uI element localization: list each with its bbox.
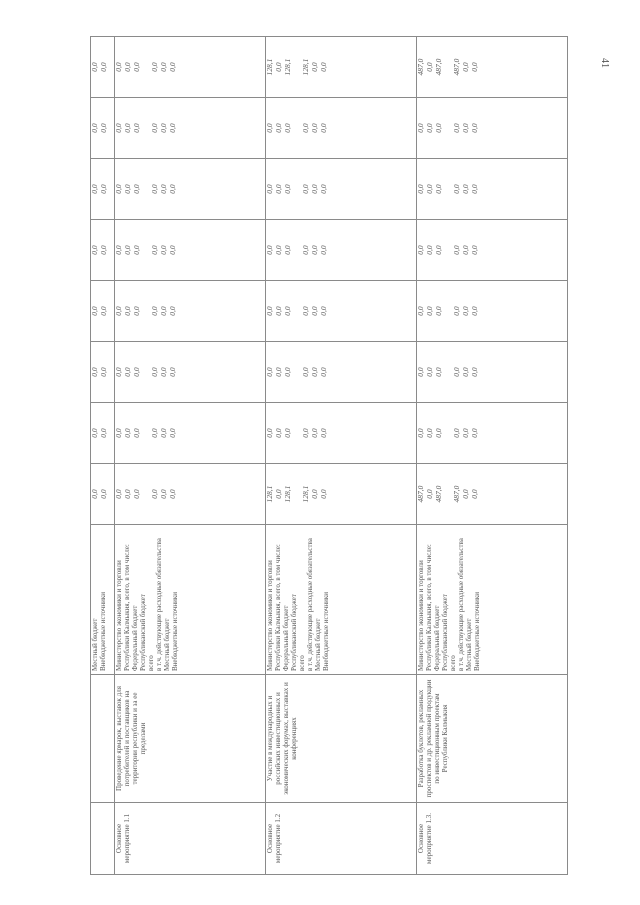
value-line: 0,0	[470, 306, 480, 316]
value-cell	[417, 403, 568, 464]
value-line: 0,0	[434, 245, 444, 255]
value-line: 0,0	[159, 123, 169, 133]
value-line: 0,0	[274, 184, 284, 194]
value-line: 0,0	[319, 62, 329, 72]
rotated-table-container	[90, 37, 568, 875]
funding-source-cell	[417, 525, 568, 675]
value-line: 487,0	[416, 485, 426, 503]
value-line: 0,0	[159, 428, 169, 438]
value-line: 0,0	[301, 245, 311, 255]
value-cell	[91, 37, 115, 98]
value-line: 0,0	[461, 184, 471, 194]
value-cell	[91, 403, 115, 464]
value-cell	[91, 159, 115, 220]
table-row	[115, 37, 266, 875]
value-line: 0,0	[274, 245, 284, 255]
value-line: 0,0	[90, 184, 99, 194]
value-line: 0,0	[265, 123, 275, 133]
value-line: 0,0	[168, 62, 178, 72]
value-line: 0,0	[434, 184, 444, 194]
value-line: 0,0	[168, 428, 178, 438]
value-line: 0,0	[114, 306, 124, 316]
value-line: 0,0	[123, 489, 133, 499]
funding-source-label: всего	[298, 655, 307, 671]
value-line: 128,1	[265, 58, 275, 76]
activity-name-cell: Проведение ярмарок, выставок для потребителей и поставщиков на территории республики и за ее пределами	[115, 675, 266, 803]
funding-source-label: Местный бюджет	[314, 618, 323, 671]
value-line: 0,0	[114, 489, 124, 499]
value-line: 0,0	[99, 367, 108, 377]
value-line: 0,0	[90, 245, 99, 255]
value-line: 0,0	[319, 184, 329, 194]
value-line: 0,0	[159, 184, 169, 194]
value-line: 0,0	[168, 367, 178, 377]
value-line: 0,0	[470, 428, 480, 438]
value-line: 0,0	[114, 184, 124, 194]
value-line: 0,0	[461, 123, 471, 133]
value-cell	[91, 220, 115, 281]
value-line: 0,0	[168, 184, 178, 194]
value-line: 0,0	[90, 367, 99, 377]
value-line: 0,0	[283, 306, 293, 316]
value-cell	[266, 281, 417, 342]
activity-type-cell: Основное мероприятие 1.3.	[417, 803, 568, 875]
value-line: 0,0	[90, 489, 99, 499]
value-line: 0,0	[274, 489, 284, 499]
value-cell	[266, 220, 417, 281]
value-line: 0,0	[461, 489, 471, 499]
value-line: 0,0	[434, 367, 444, 377]
value-line: 0,0	[425, 306, 435, 316]
value-line: 0,0	[114, 367, 124, 377]
value-line: 0,0	[470, 62, 480, 72]
activity-name-cell: Участие в международных и российских инвестиционных и экономических форумах, выставках и конференциях	[266, 675, 417, 803]
funding-source-label: Министерство экономики и торговли Республики Калмыкия, всего, в том числе:	[115, 544, 132, 671]
table-body	[91, 37, 568, 875]
value-line: 0,0	[123, 184, 133, 194]
funding-source-label: Республиканский бюджет	[290, 594, 299, 671]
value-line: 487,0	[452, 58, 462, 76]
value-cell	[417, 342, 568, 403]
funding-source-label: Внебюджетные источники	[171, 591, 180, 671]
value-cell	[115, 403, 266, 464]
value-line: 0,0	[319, 428, 329, 438]
value-line: 0,0	[283, 245, 293, 255]
value-line: 128,1	[265, 485, 275, 503]
value-line: 0,0	[319, 245, 329, 255]
activity-type-cell: Основное мероприятие 1.2	[266, 803, 417, 875]
value-line: 0,0	[283, 184, 293, 194]
budget-table	[90, 36, 568, 875]
value-line: 0,0	[461, 428, 471, 438]
value-line: 0,0	[425, 62, 435, 72]
value-line: 0,0	[416, 306, 426, 316]
value-line: 0,0	[123, 123, 133, 133]
table-row	[417, 37, 568, 875]
value-line: 0,0	[319, 367, 329, 377]
value-line: 0,0	[416, 245, 426, 255]
value-line: 0,0	[470, 367, 480, 377]
funding-source-label: Министерство экономики и торговли Республики Калмыкия, всего, в том числе:	[266, 544, 283, 671]
value-cell	[91, 464, 115, 525]
value-line: 0,0	[168, 245, 178, 255]
value-line: 0,0	[461, 367, 471, 377]
value-line: 0,0	[150, 306, 160, 316]
value-line: 487,0	[434, 485, 444, 503]
value-line: 0,0	[132, 428, 142, 438]
value-line: 487,0	[452, 485, 462, 503]
value-cell	[115, 98, 266, 159]
value-line: 0,0	[310, 123, 320, 133]
funding-source-label: Министерство экономики и торговли Республики Калмыкия, всего, в том числе:	[417, 544, 434, 671]
value-cell	[266, 159, 417, 220]
value-line: 0,0	[319, 489, 329, 499]
value-line: 0,0	[99, 184, 108, 194]
value-line: 0,0	[434, 428, 444, 438]
value-line: 0,0	[114, 62, 124, 72]
value-cell	[417, 98, 568, 159]
value-line: 0,0	[470, 489, 480, 499]
value-line: 128,1	[301, 58, 311, 76]
value-cell	[266, 342, 417, 403]
value-line: 0,0	[150, 184, 160, 194]
value-line: 0,0	[416, 184, 426, 194]
funding-source-label: Местный бюджет	[91, 618, 99, 671]
value-line: 0,0	[425, 367, 435, 377]
value-line: 0,0	[301, 306, 311, 316]
value-line: 0,0	[470, 245, 480, 255]
value-line: 0,0	[452, 428, 462, 438]
value-cell	[115, 37, 266, 98]
value-line: 0,0	[434, 306, 444, 316]
funding-source-label: Внебюджетные источники	[322, 591, 331, 671]
value-line: 487,0	[434, 58, 444, 76]
value-line: 0,0	[114, 245, 124, 255]
value-line: 0,0	[159, 367, 169, 377]
value-line: 0,0	[99, 123, 108, 133]
value-line: 0,0	[159, 245, 169, 255]
value-line: 0,0	[301, 184, 311, 194]
value-line: 0,0	[265, 306, 275, 316]
activity-type-cell	[91, 803, 115, 875]
value-cell	[417, 159, 568, 220]
value-line: 0,0	[301, 123, 311, 133]
value-cell	[91, 342, 115, 403]
value-cell	[417, 220, 568, 281]
value-line: 0,0	[123, 306, 133, 316]
value-line: 0,0	[99, 428, 108, 438]
value-cell	[266, 464, 417, 525]
value-line: 0,0	[168, 306, 178, 316]
value-line: 0,0	[470, 184, 480, 194]
activity-name-cell: Разработка буклетов, рекламных проспектов и др. рекламной продукции по инвестиционным проектам Республики Калмыкия	[417, 675, 568, 803]
value-line: 0,0	[90, 62, 99, 72]
value-line: 0,0	[265, 428, 275, 438]
value-line: 0,0	[159, 306, 169, 316]
value-cell	[266, 403, 417, 464]
value-line: 0,0	[265, 245, 275, 255]
value-line: 0,0	[416, 428, 426, 438]
value-line: 0,0	[310, 184, 320, 194]
value-line: 0,0	[301, 428, 311, 438]
value-line: 0,0	[470, 123, 480, 133]
value-line: 0,0	[132, 245, 142, 255]
value-cell	[91, 281, 115, 342]
value-line: 128,1	[301, 485, 311, 503]
funding-source-label: Федеральный бюджет	[433, 605, 442, 671]
value-line: 0,0	[159, 489, 169, 499]
value-line: 0,0	[99, 306, 108, 316]
value-line: 0,0	[319, 123, 329, 133]
value-line: 0,0	[425, 245, 435, 255]
value-line: 0,0	[461, 62, 471, 72]
table-row	[91, 37, 115, 875]
value-cell	[115, 464, 266, 525]
value-line: 0,0	[274, 123, 284, 133]
value-line: 0,0	[425, 489, 435, 499]
value-line: 0,0	[274, 428, 284, 438]
funding-source-cell	[115, 525, 266, 675]
value-line: 0,0	[452, 306, 462, 316]
value-line: 0,0	[310, 245, 320, 255]
value-cell	[115, 342, 266, 403]
value-line: 0,0	[310, 306, 320, 316]
funding-source-label: Республиканский бюджет	[139, 594, 148, 671]
table-row	[266, 37, 417, 875]
value-line: 0,0	[310, 62, 320, 72]
value-line: 0,0	[132, 367, 142, 377]
value-line: 0,0	[90, 428, 99, 438]
value-line: 0,0	[123, 428, 133, 438]
value-line: 0,0	[132, 489, 142, 499]
value-cell	[417, 37, 568, 98]
value-line: 0,0	[310, 367, 320, 377]
funding-source-label: Местный бюджет	[465, 618, 474, 671]
value-line: 0,0	[99, 489, 108, 499]
value-line: 0,0	[132, 306, 142, 316]
value-line: 0,0	[319, 306, 329, 316]
funding-source-label: Республиканский бюджет	[441, 594, 450, 671]
page-number: 41	[599, 58, 610, 68]
value-line: 0,0	[461, 245, 471, 255]
funding-source-cell	[91, 525, 115, 675]
funding-source-label: Федеральный бюджет	[282, 605, 291, 671]
value-line: 0,0	[90, 123, 99, 133]
value-line: 0,0	[123, 367, 133, 377]
funding-source-label: всего	[449, 655, 458, 671]
value-line: 0,0	[265, 367, 275, 377]
value-cell	[115, 159, 266, 220]
value-line: 0,0	[416, 367, 426, 377]
funding-source-label: Внебюджетные источники	[473, 591, 482, 671]
value-line: 0,0	[132, 62, 142, 72]
value-line: 0,0	[150, 245, 160, 255]
value-line: 0,0	[425, 123, 435, 133]
value-cell	[266, 98, 417, 159]
value-line: 0,0	[461, 306, 471, 316]
value-line: 0,0	[283, 123, 293, 133]
value-line: 0,0	[452, 367, 462, 377]
value-line: 0,0	[283, 428, 293, 438]
value-line: 0,0	[452, 184, 462, 194]
funding-source-label: в т.ч. действующие расходные обязательства	[155, 538, 164, 671]
funding-source-label: всего	[147, 655, 156, 671]
value-line: 0,0	[425, 428, 435, 438]
value-line: 128,1	[283, 58, 293, 76]
value-line: 0,0	[90, 306, 99, 316]
value-line: 0,0	[425, 184, 435, 194]
value-line: 0,0	[114, 428, 124, 438]
value-cell	[266, 37, 417, 98]
value-cell	[417, 464, 568, 525]
value-cell	[417, 281, 568, 342]
value-line: 0,0	[434, 123, 444, 133]
funding-source-label: Федеральный бюджет	[131, 605, 140, 671]
value-line: 0,0	[168, 123, 178, 133]
activity-name-cell	[91, 675, 115, 803]
value-line: 0,0	[99, 245, 108, 255]
value-line: 0,0	[274, 62, 284, 72]
value-cell	[115, 281, 266, 342]
value-line: 0,0	[150, 367, 160, 377]
value-line: 0,0	[150, 62, 160, 72]
value-line: 0,0	[416, 123, 426, 133]
value-line: 0,0	[274, 367, 284, 377]
value-line: 0,0	[452, 245, 462, 255]
value-line: 0,0	[265, 184, 275, 194]
value-cell	[91, 98, 115, 159]
funding-source-label: в т.ч. действующие расходные обязательства	[457, 538, 466, 671]
value-line: 0,0	[310, 489, 320, 499]
value-line: 0,0	[123, 62, 133, 72]
value-line: 0,0	[150, 489, 160, 499]
value-line: 0,0	[150, 428, 160, 438]
value-line: 0,0	[132, 184, 142, 194]
value-line: 0,0	[123, 245, 133, 255]
value-line: 0,0	[114, 123, 124, 133]
value-line: 0,0	[99, 62, 108, 72]
value-line: 128,1	[283, 485, 293, 503]
value-line: 0,0	[168, 489, 178, 499]
activity-type-cell: Основное мероприятие 1.1	[115, 803, 266, 875]
value-cell	[115, 220, 266, 281]
value-line: 0,0	[159, 62, 169, 72]
value-line: 0,0	[150, 123, 160, 133]
value-line: 0,0	[283, 367, 293, 377]
funding-source-cell	[266, 525, 417, 675]
funding-source-label: Внебюджетные источники	[99, 591, 107, 671]
value-line: 0,0	[274, 306, 284, 316]
value-line: 0,0	[452, 123, 462, 133]
value-line: 487,0	[416, 58, 426, 76]
value-line: 0,0	[310, 428, 320, 438]
funding-source-label: в т.ч. действующие расходные обязательства	[306, 538, 315, 671]
funding-source-label: Местный бюджет	[163, 618, 172, 671]
value-line: 0,0	[301, 367, 311, 377]
value-line: 0,0	[132, 123, 142, 133]
